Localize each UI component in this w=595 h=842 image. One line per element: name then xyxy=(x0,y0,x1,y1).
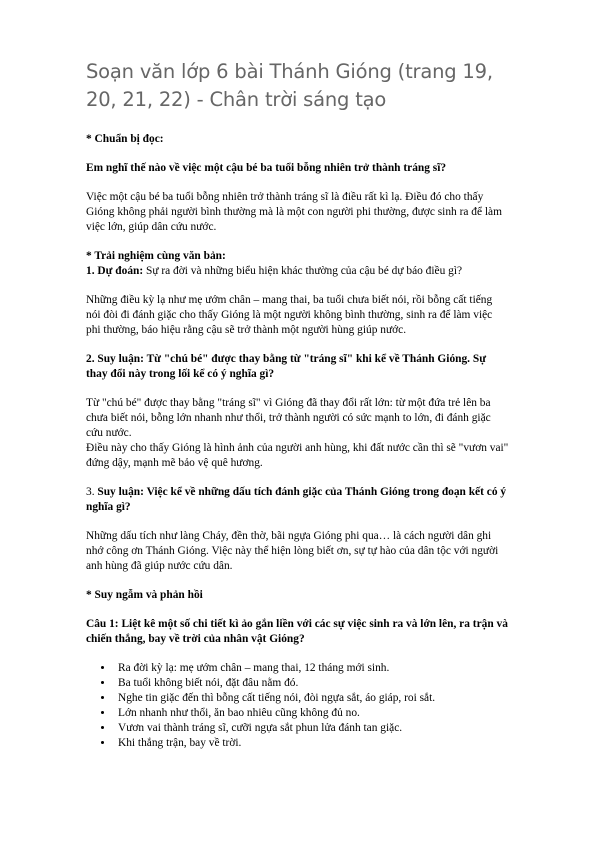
question-3 xyxy=(86,485,509,515)
list-item: • Ba tuổi không biết nói, đặt đâu nằm đó. xyxy=(114,676,509,691)
list-item: • Nghe tin giặc đến thì bỗng cất tiếng nói, đòi ngựa sắt, áo giáp, roi sắt. xyxy=(114,691,509,706)
list-item: • Vươn vai thành tráng sĩ, cưỡi ngựa sắt phun lửa đánh tan giặc. xyxy=(114,721,509,736)
list-item: • Khi thắng trận, bay về trời. xyxy=(114,736,509,751)
question-2: 2. Suy luận: Từ "chú bé" được thay bằng từ "tráng sĩ" khi kể về Thánh Gióng. Sự thay đổi này trong lối kể có ý nghĩa gì? xyxy=(86,353,487,380)
list-item: • Ra đời kỳ lạ: mẹ ướm chân – mang thai, 12 tháng mới sinh. xyxy=(114,661,509,676)
section-heading-experience: * Trải nghiệm cùng văn bản: xyxy=(86,250,226,262)
question-3-label: 3. xyxy=(86,486,98,498)
answer-2-part-1: Từ "chú bé" được thay bằng "tráng sĩ" vì Gióng đã thay đổi rất lớn: từ một đứa trẻ lên ba chưa biết nói, bỗng lớn nhanh như thổi, trở thành người có sức mạnh to lớn, đi đánh giặc cứu nước. xyxy=(86,397,491,439)
answer-1: Những điều kỳ lạ như mẹ ướm chân – mang thai, ba tuổi chưa biết nói, rồi bỗng cất tiếng nói đòi đi đánh giặc cho thấy Gióng là một người không bình thường, sinh ra để làm việc phi thường, báo hiệu rằng cậu sẽ trở thành một người hùng giúp nước. xyxy=(86,294,493,336)
c1-bullet-list xyxy=(86,661,509,751)
page-title: Soạn văn lớp 6 bài Thánh Gióng (trang 19, 20, 21, 22) - Chân trời sáng tạo xyxy=(86,60,493,111)
section-heading-prepare: * Chuẩn bị đọc: xyxy=(86,133,164,145)
answer-3: Những dấu tích như làng Cháy, đền thờ, bãi ngựa Gióng phi qua… là cách người dân ghi nhớ công ơn Thánh Gióng. Việc này thể hiện lòng biết ơn, sự tự hào của dân tộc với người anh hùng đã giúp nước cứu dân. xyxy=(86,530,499,572)
section-heading-reflect: * Suy ngẫm và phản hồi xyxy=(86,589,203,601)
answer-prepare: Việc một cậu bé ba tuổi bỗng nhiên trở thành tráng sĩ là điều rất kì lạ. Điều đó cho thấy Gióng không phải người bình thường mà là một con người phi thường, được sinh ra để làm việc lớn, giúp dân cứu nước. xyxy=(86,191,502,233)
list-item: • Lớn nhanh như thổi, ăn bao nhiêu cũng không đủ no. xyxy=(114,706,509,721)
question-1-text: Sự ra đời và những biểu hiện khác thường của cậu bé dự báo điều gì? xyxy=(143,265,463,277)
question-c1: Câu 1: Liệt kê một số chi tiết kì ảo gắn liền với các sự việc sinh ra và lớn lên, ra trận và chiến thắng, bay về trời của nhân vật Gióng? xyxy=(86,618,508,645)
answer-2-part-2: Điều này cho thấy Gióng là hình ảnh của người anh hùng, khi đất nước cần thì sẽ "vươn vai" đứng dậy, mạnh mẽ bảo vệ quê hương. xyxy=(86,442,509,469)
question-3-text: Suy luận: Việc kể về những dấu tích đánh giặc của Thánh Gióng trong đoạn kết có ý nghĩa gì? xyxy=(86,486,507,513)
question-1-label: 1. Dự đoán: xyxy=(86,265,144,277)
question-prepare: Em nghĩ thế nào về việc một cậu bé ba tuổi bỗng nhiên trở thành tráng sĩ? xyxy=(86,162,447,174)
question-1 xyxy=(86,264,509,279)
